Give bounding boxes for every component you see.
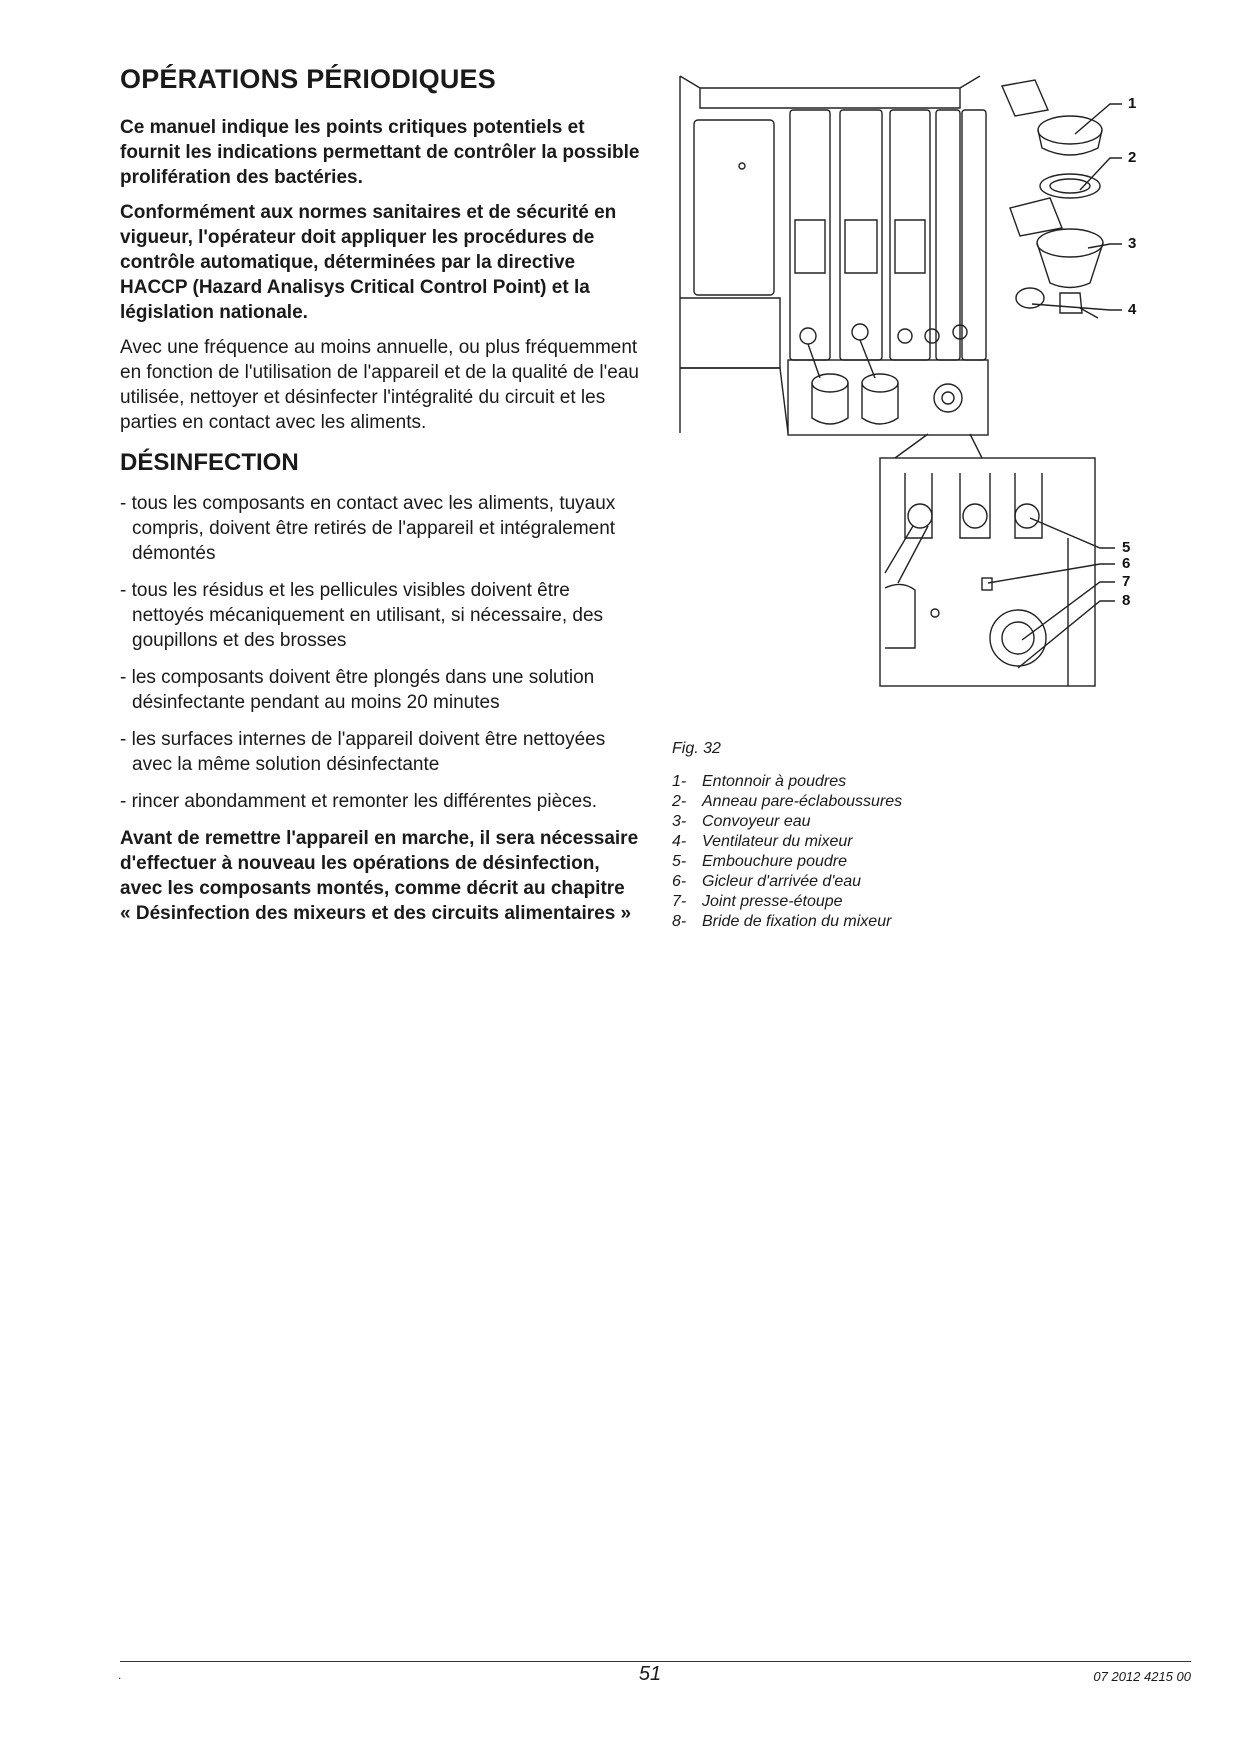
intro-bold-paragraph-2: Conformément aux normes sanitaires et de sécurité en vigueur, l'opérateur doit appliquer les procédures de contrôle automatique, déterminées par la directive HACCP (Hazard Analisys Critical Control Point) et la législation nationale. [120,202,617,323]
intro-paragraph: Avec une fréquence au moins annuelle, ou plus fréquemment en fonction de l'utilisation de l'appareil et de la qualité de l'eau utilisée, nettoyer et désinfecter l'intégralité du circuit et les parties en contact avec les aliments. [120,337,639,433]
legend-text: Entonnoir à poudres [702,773,847,790]
legend-number: 8- [672,913,687,930]
legend-number: 1- [672,773,687,790]
callout-5: 5 [1122,539,1131,556]
disinfection-list [120,491,640,814]
legend-number: 2- [672,793,687,810]
list-item: - les composants doivent être plongés dans une solution désinfectante pendant au moins 20 minutes [120,667,595,713]
legend-number: 7- [672,893,687,910]
legend-item [672,832,902,852]
section-title: DÉSINFECTION [120,449,299,476]
callout-3: 3 [1128,235,1137,252]
legend-text: Gicleur d'arrivée d'eau [702,873,862,890]
list-item: - tous les résidus et les pellicules visibles doivent être nettoyés mécaniquement en utilisant, si nécessaire, des goupillons et des brosses [120,580,604,651]
closing-bold-paragraph: Avant de remettre l'appareil en marche, il sera nécessaire d'effectuer à nouveau les opérations de désinfection, avec les composants montés, comme décrit au chapitre « Désinfection des mixeurs et des circuits alimentaires » [120,828,639,924]
legend-item [672,852,902,872]
legend-text: Anneau pare-éclaboussures [702,793,903,810]
footer-mark: . [118,1668,122,1682]
list-item: - tous les composants en contact avec les aliments, tuyaux compris, doivent être retirés de l'appareil et intégralement démontés [120,493,616,564]
legend-item [672,812,902,832]
callout-6: 6 [1122,555,1131,572]
legend-item [672,912,902,932]
legend-text: Bride de fixation du mixeur [702,913,892,930]
legend-text: Convoyeur eau [702,813,811,830]
legend-text: Joint presse-étoupe [702,893,843,910]
legend-text: Ventilateur du mixeur [702,833,853,850]
list-item: - rincer abondamment et remonter les différentes pièces. [120,791,597,812]
page-number: 51 [638,1663,662,1685]
mixer-diagram [670,68,1170,718]
legend-item [672,872,902,892]
legend-text: Embouchure poudre [702,853,847,870]
callout-4: 4 [1128,301,1137,318]
callout-2: 2 [1128,149,1137,166]
legend-number: 4- [672,833,687,850]
legend-number: 3- [672,813,687,830]
figure-legend [672,772,902,932]
list-item: - les surfaces internes de l'appareil doivent être nettoyées avec la même solution désinfectante [120,729,606,775]
figure-caption: Fig. 32 [672,740,721,757]
legend-number: 5- [672,853,687,870]
footer-divider [120,1661,1191,1662]
legend-number: 6- [672,873,687,890]
page-title: OPÉRATIONS PÉRIODIQUES [120,64,496,94]
legend-item [672,792,902,812]
legend-item [672,892,902,912]
legend-item [672,772,902,792]
callout-1: 1 [1128,95,1137,112]
callout-8: 8 [1122,592,1131,609]
document-code: 07 2012 4215 00 [1093,1669,1191,1684]
callout-7: 7 [1122,573,1131,590]
intro-bold-paragraph-1: Ce manuel indique les points critiques potentiels et fournit les indications permettant de contrôler la possible prolifération des bactéries. [120,117,640,188]
text-column [120,64,640,936]
